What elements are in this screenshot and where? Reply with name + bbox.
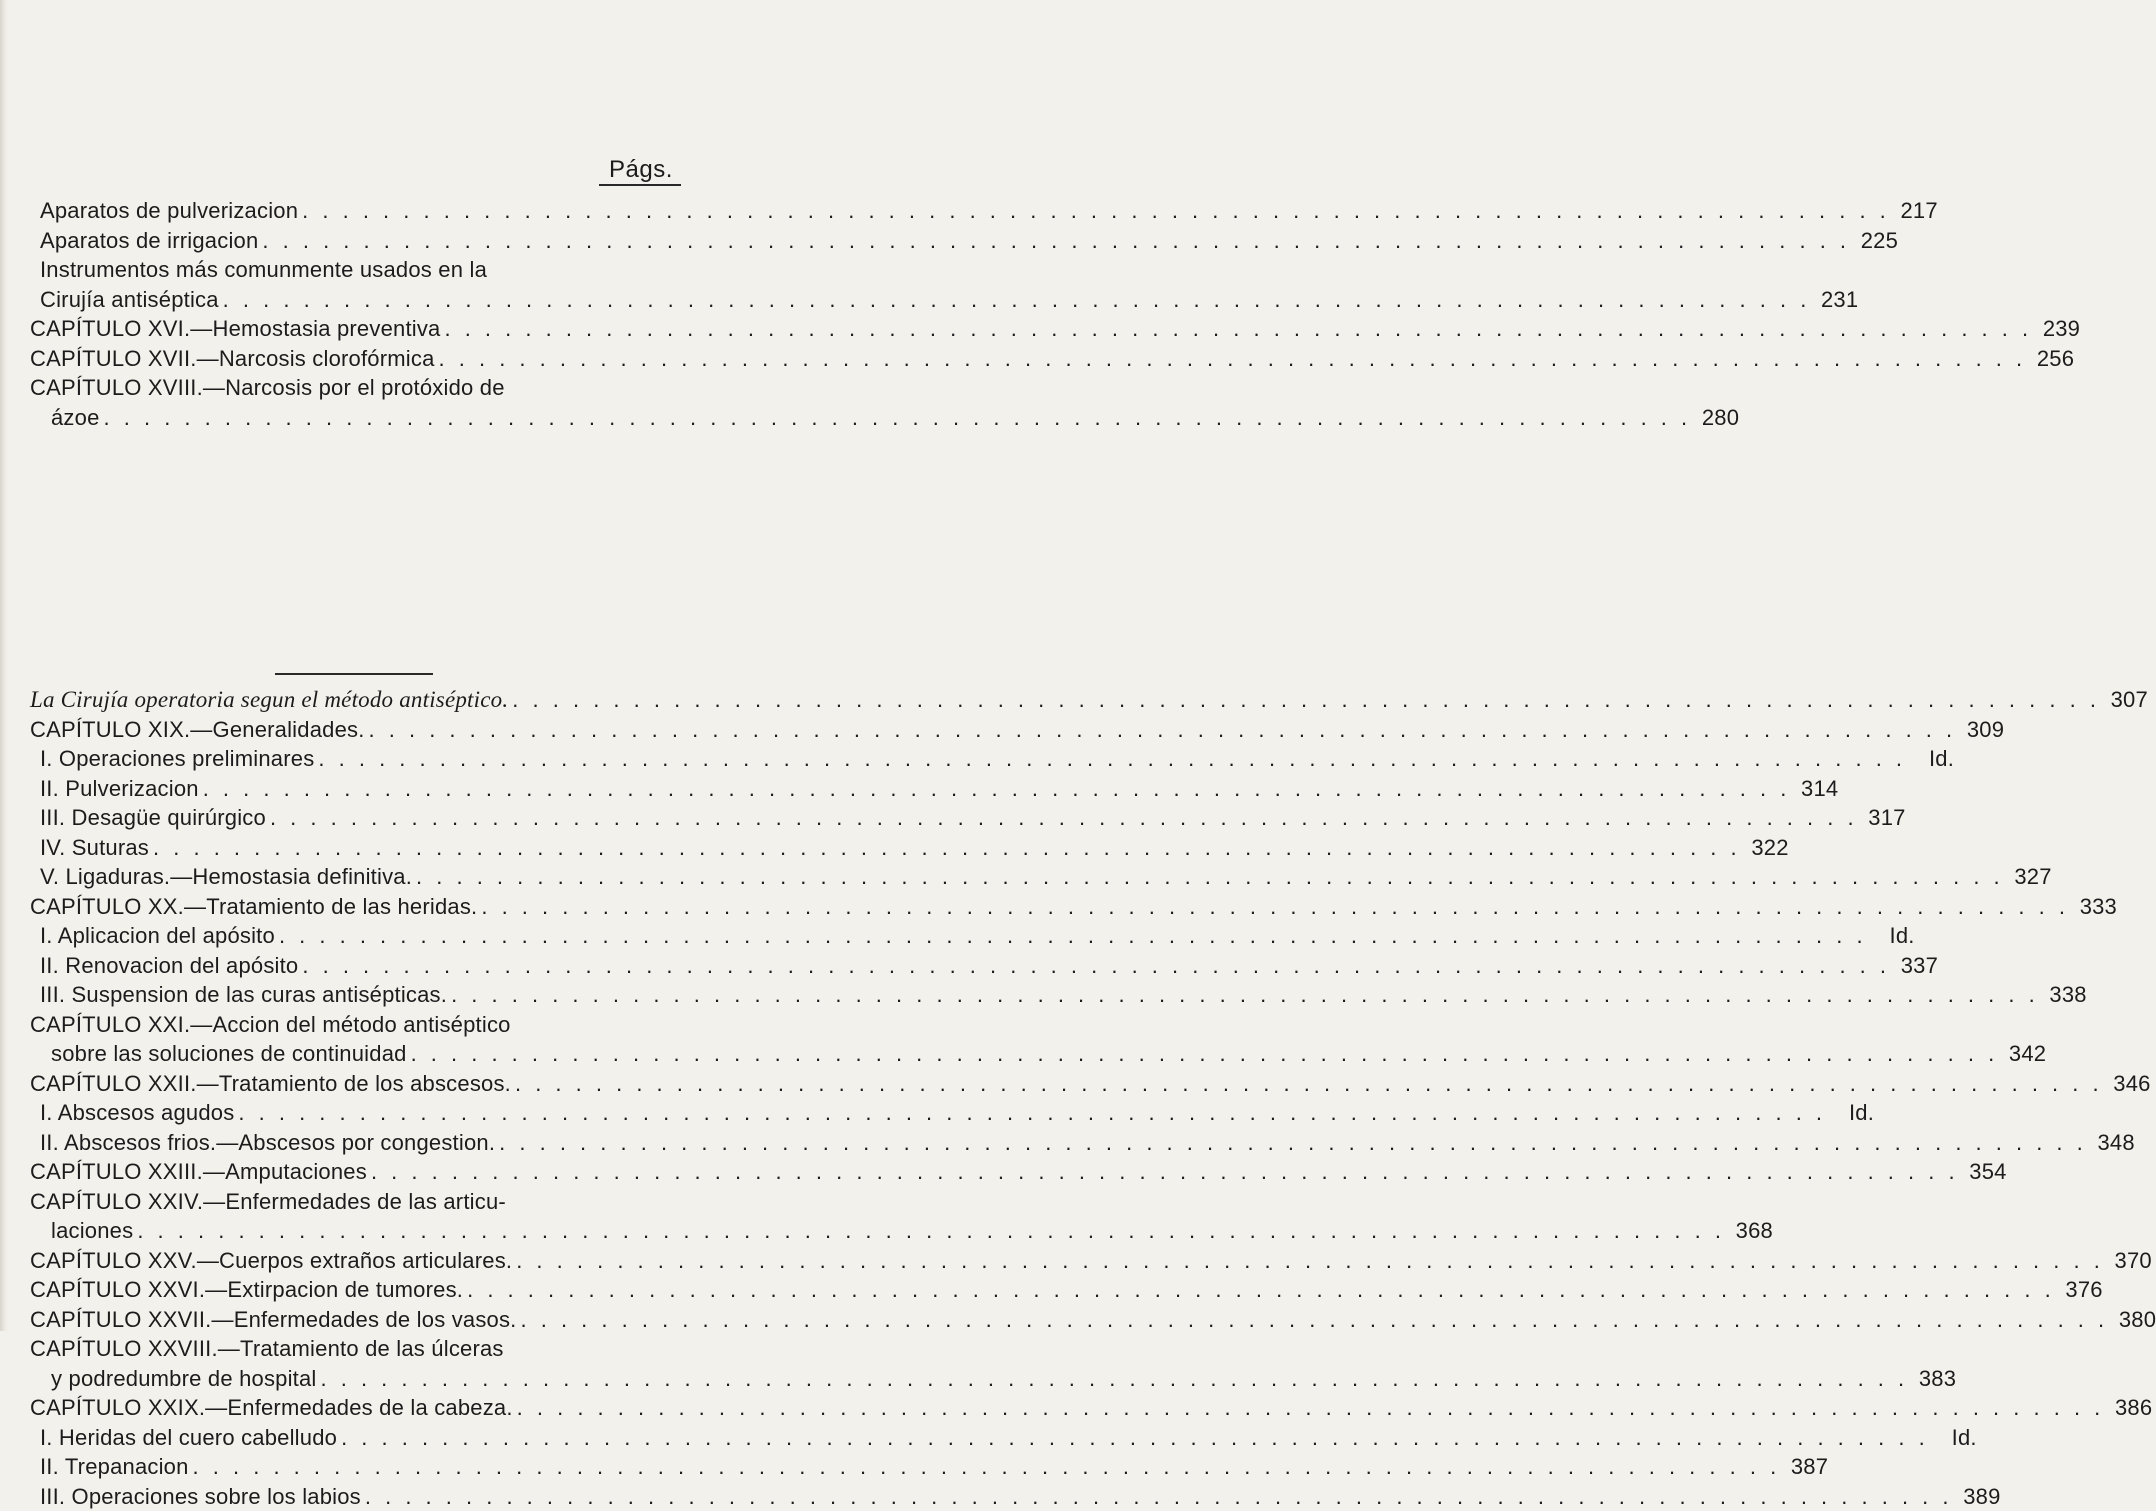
toc-chapter-entry [30,1305,682,1335]
dot-leader [199,774,1791,804]
toc-page-number: 327 [2004,862,2052,892]
dot-leader [234,1098,1826,1128]
toc-chapter-entry [30,1393,682,1423]
toc-subentry [30,803,682,833]
toc-entry-title: CAPÍTULO XXII.—Tratamiento de los abscesos. [30,1069,511,1099]
toc-entry-title: II. Trepanacion [40,1452,189,1482]
toc-chapter-entry [30,715,682,745]
dot-leader [508,685,2100,715]
toc-page-number: 387 [1780,1452,1828,1482]
dot-leader [447,980,2039,1010]
toc-chapter-entry [30,344,682,374]
toc-subentry [30,1098,682,1128]
header-rule [599,184,681,186]
toc-page-number: 256 [2026,344,2074,374]
toc-subentry [30,774,682,804]
toc-subentry [30,980,682,1010]
toc-page-number: 225 [1850,226,1898,256]
toc-chapter-entry [30,1157,682,1187]
dot-leader [517,1305,2109,1335]
toc-page-number: 231 [1810,285,1858,315]
toc-page-number: 314 [1790,774,1838,804]
toc-entry-title: CAPÍTULO XXV.—Cuerpos extraños articulares. [30,1246,512,1276]
toc-chapter-entry [30,1246,682,1276]
dot-leader [337,1423,1929,1453]
toc-entry-title: y podredumbre de hospital [51,1364,317,1394]
dot-leader [512,1246,2104,1276]
dot-leader [477,892,2069,922]
dot-leader [133,1216,1725,1246]
dot-leader [189,1452,1781,1482]
toc-subentry [30,196,682,226]
toc-chapter-entry [30,1334,682,1393]
toc-subentry [30,1482,682,1511]
dot-leader [412,862,2004,892]
dot-leader [149,833,1741,863]
pages-column-header: Págs. [609,156,673,184]
toc-entry-title: III. Desagüe quirúrgico [40,803,266,833]
dot-leader [219,285,1811,315]
dot-leader [298,196,1890,226]
toc-section-lower [30,685,682,1511]
toc-entry-title: La Cirujía operatoria segun el método antiséptico. [30,685,508,715]
toc-page-number: 348 [2087,1128,2135,1158]
toc-subentry [30,833,682,863]
dot-leader [317,1364,1909,1394]
toc-entry-title: CAPÍTULO XVII.—Narcosis clorofórmica [30,344,435,374]
toc-page-number: 368 [1725,1216,1773,1246]
toc-page-number: 376 [2055,1275,2103,1305]
toc-entry-title: III. Operaciones sobre los labios [40,1482,361,1511]
section-divider [275,673,433,675]
toc-entry-title: I. Operaciones preliminares [40,744,314,774]
toc-section-upper [30,196,682,432]
toc-entry-title: CAPÍTULO XXIV.—Enfermedades de las articu- [30,1187,506,1217]
toc-entry-title: CAPÍTULO XXVII.—Enfermedades de los vasos. [30,1305,517,1335]
toc-subentry [30,1452,682,1482]
toc-page-number: 239 [2032,314,2080,344]
toc-page-number: 386 [2104,1393,2152,1423]
dot-leader [407,1039,1999,1069]
toc-entry-title: Cirujía antiséptica [40,285,219,315]
toc-subentry [30,921,682,951]
toc-subentry [30,951,682,981]
toc-subentry [30,862,682,892]
toc-entry-title: CAPÍTULO XXIII.—Amputaciones [30,1157,367,1187]
toc-subentry [30,1128,682,1158]
toc-page-number: 309 [1956,715,2004,745]
toc-entry-title: Aparatos de irrigacion [40,226,258,256]
toc-page-number: Id. [1929,1423,1977,1453]
dot-leader [495,1128,2087,1158]
toc-chapter-entry [30,892,682,922]
toc-page-number: 322 [1741,833,1789,863]
toc-entry-title: V. Ligaduras.—Hemostasia definitiva. [40,862,412,892]
dot-leader [100,403,1692,433]
toc-entry-title: Aparatos de pulverizacion [40,196,298,226]
toc-page-number: 370 [2104,1246,2152,1276]
toc-page-number: 354 [1959,1157,2007,1187]
toc-entry-title: I. Heridas del cuero cabelludo [40,1423,337,1453]
toc-chapter-entry [30,314,682,344]
toc-entry-title: II. Pulverizacion [40,774,199,804]
toc-page-number: 280 [1691,403,1739,433]
toc-chapter-entry [30,1275,682,1305]
toc-page-number: 389 [1953,1482,2001,1511]
toc-chapter-entry [30,1069,682,1099]
toc-page-number: 383 [1908,1364,1956,1394]
toc-entry-title: CAPÍTULO XVI.—Hemostasia preventiva [30,314,440,344]
toc-entry-title: Instrumentos más comunmente usados en la [40,255,487,285]
toc-page-number: 217 [1890,196,1938,226]
toc-page-number: Id. [1826,1098,1874,1128]
dot-leader [513,1393,2105,1423]
toc-entry-title: III. Suspension de las curas antisépticas. [40,980,447,1010]
toc-entry-title: I. Abscesos agudos [40,1098,234,1128]
toc-entry-title: laciones [51,1216,133,1246]
book-binding-shadow [0,0,8,1331]
toc-chapter-entry [30,1187,682,1246]
toc-entry-title: ázoe [51,403,100,433]
dot-leader [314,744,1906,774]
dot-leader [463,1275,2055,1305]
dot-leader [298,951,1890,981]
toc-chapter-entry [30,1010,682,1069]
dot-leader [367,1157,1959,1187]
toc-page-number: 380 [2108,1305,2156,1335]
toc-page-number: 333 [2069,892,2117,922]
toc-subentry [30,1423,682,1453]
toc-entry-title: II. Abscesos frios.—Abscesos por congestion. [40,1128,495,1158]
toc-page-number: 346 [2103,1069,2151,1099]
toc-subentry [30,226,682,256]
toc-page-number: Id. [1867,921,1915,951]
dot-leader [258,226,1850,256]
toc-page-number: 317 [1858,803,1906,833]
toc-entry-title: sobre las soluciones de continuidad [51,1039,407,1069]
toc-entry-title: CAPÍTULO XVIII.—Narcosis por el protóxido de [30,373,505,403]
dot-leader [440,314,2032,344]
toc-page-number: 307 [2100,685,2148,715]
toc-entry-title: CAPÍTULO XXVIII.—Tratamiento de las úlceras [30,1334,504,1364]
toc-subentry [30,255,682,314]
toc-chapter-entry [30,685,682,715]
toc-page-number: 342 [1998,1039,2046,1069]
dot-leader [435,344,2027,374]
dot-leader [365,715,1957,745]
toc-entry-title: CAPÍTULO XX.—Tratamiento de las heridas. [30,892,477,922]
toc-entry-title: CAPÍTULO XIX.—Generalidades. [30,715,365,745]
toc-entry-title: CAPÍTULO XXI.—Accion del método antiséptico [30,1010,511,1040]
toc-page-number: 337 [1890,951,1938,981]
toc-entry-title: CAPÍTULO XXIX.—Enfermedades de la cabeza. [30,1393,513,1423]
toc-subentry [30,744,682,774]
toc-page-number: 338 [2039,980,2087,1010]
dot-leader [511,1069,2103,1099]
toc-page-number: Id. [1906,744,1954,774]
toc-entry-title: I. Aplicacion del apósito [40,921,275,951]
toc-entry-title: IV. Suturas [40,833,149,863]
dot-leader [275,921,1867,951]
toc-entry-title: II. Renovacion del apósito [40,951,298,981]
toc-entry-title: CAPÍTULO XXVI.—Extirpacion de tumores. [30,1275,463,1305]
dot-leader [361,1482,1953,1511]
dot-leader [266,803,1858,833]
toc-chapter-entry [30,373,682,432]
